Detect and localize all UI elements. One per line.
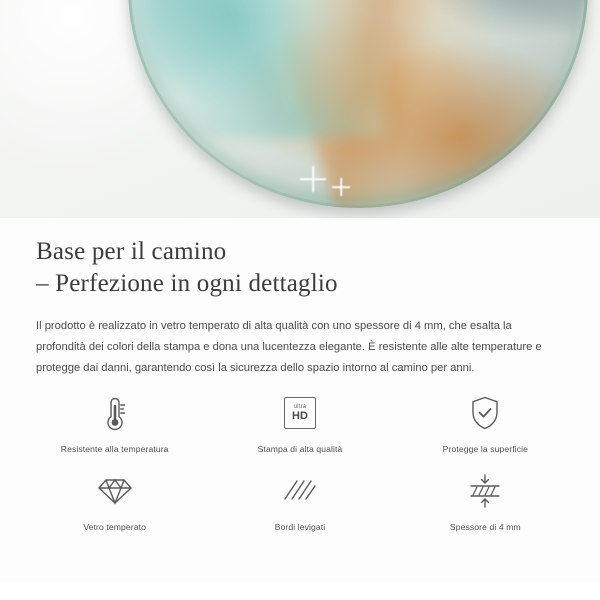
feature-label: Stampa di alta qualità — [257, 444, 343, 454]
ultra-hd-bottom-text: HD — [292, 410, 308, 422]
shield-check-icon — [468, 390, 502, 436]
feature-item-polished-edges — [207, 468, 392, 532]
text-content — [0, 218, 600, 379]
feature-grid — [0, 390, 600, 532]
feature-item-tempered-glass — [22, 468, 207, 532]
feature-item-print-quality — [207, 390, 392, 454]
ultra-hd-icon — [284, 390, 316, 436]
ultra-hd-top-text: ultra — [293, 404, 307, 410]
feature-item-surface-protection — [393, 390, 578, 454]
body-paragraph: Il prodotto è realizzato in vetro temperato di alta qualità con uno spessore di 4 mm, che esalta la profondità dei colori della stampa e dona una lucentezza elegante. È resistente alle alte temperature e protegge dai danni, garantendo così la sicurezza dello spazio intorno al camino per anni. — [36, 320, 542, 374]
feature-label: Resistente alla temperatura — [60, 444, 169, 454]
bottom-spacer — [0, 582, 600, 600]
feature-item-thickness — [393, 468, 578, 532]
headline-line-2: – Perfezione in ogni dettaglio — [36, 270, 338, 297]
polished-edges-icon — [281, 468, 319, 514]
hero-product-image — [0, 0, 600, 218]
feature-label: Protegge la superficie — [442, 444, 528, 454]
diamond-icon — [96, 468, 134, 514]
headline-line-1: Base per il camino — [36, 238, 227, 265]
feature-label: Spessore di 4 mm — [449, 522, 521, 532]
feature-label: Vetro temperato — [83, 522, 146, 532]
thickness-arrows-icon — [465, 468, 505, 514]
feature-item-temperature — [22, 390, 207, 454]
thermometer-icon — [98, 390, 132, 436]
feature-label: Bordi levigati — [274, 522, 326, 532]
page-title — [0, 218, 600, 300]
